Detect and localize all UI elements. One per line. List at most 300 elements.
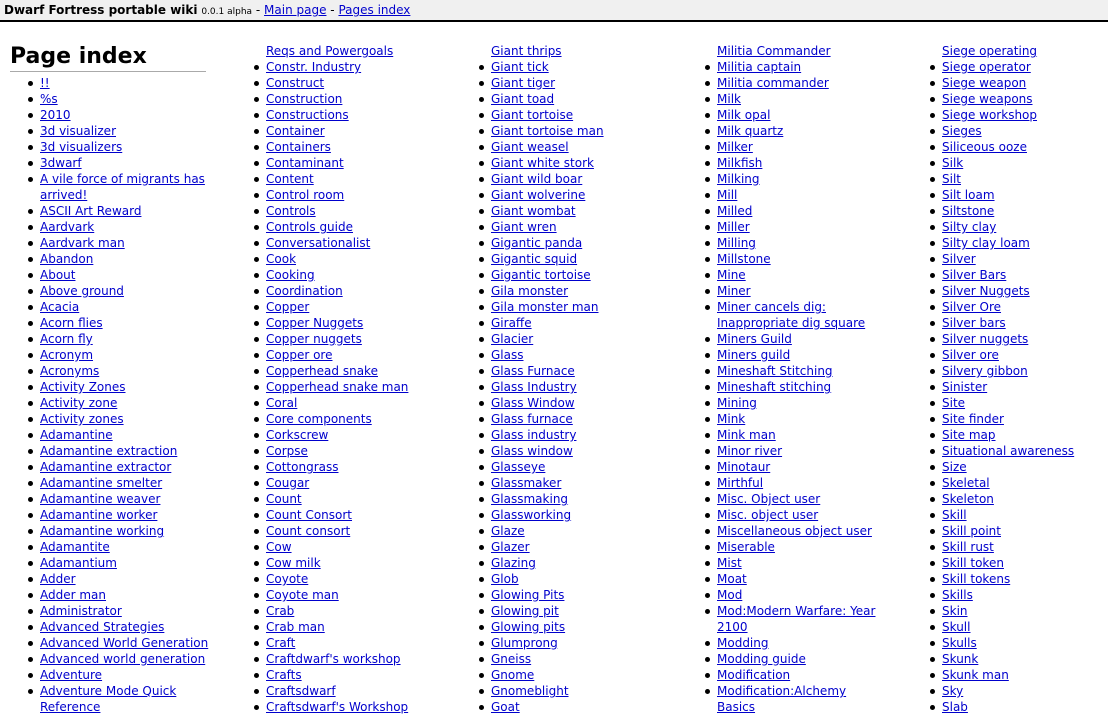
index-link[interactable]: Advanced World Generation xyxy=(40,636,209,650)
index-link[interactable]: Silver Nuggets xyxy=(942,284,1030,298)
index-link[interactable]: Slab xyxy=(942,700,968,714)
bullet-icon xyxy=(705,353,710,358)
index-link[interactable]: Glob xyxy=(491,572,519,586)
index-link[interactable]: Acronyms xyxy=(40,364,100,378)
index-link[interactable]: Copper nuggets xyxy=(266,332,362,346)
bullet-icon xyxy=(930,673,935,678)
index-link[interactable]: Controls guide xyxy=(266,220,353,234)
index-link[interactable]: Miller xyxy=(717,220,750,234)
index-link[interactable]: Milker xyxy=(717,140,753,154)
bullet-icon xyxy=(254,81,259,86)
index-link[interactable]: Mineshaft stitching xyxy=(717,380,832,394)
index-link[interactable]: Moat xyxy=(717,572,747,586)
index-link[interactable]: Mink man xyxy=(717,428,776,442)
index-link[interactable]: Adamantine worker xyxy=(40,508,158,522)
index-link[interactable]: 2100 xyxy=(717,620,748,634)
index-link[interactable]: Advanced world generation xyxy=(40,652,206,666)
index-link[interactable]: About xyxy=(40,268,76,282)
bullet-icon xyxy=(28,497,33,502)
index-link[interactable]: Silver Bars xyxy=(942,268,1007,282)
index-link[interactable]: Site finder xyxy=(942,412,1004,426)
list-item xyxy=(266,363,466,379)
index-link[interactable]: Cottongrass xyxy=(266,460,339,474)
index-link[interactable]: Silver bars xyxy=(942,316,1006,330)
index-link[interactable]: Skeletal xyxy=(942,476,990,490)
index-link[interactable]: Situational awareness xyxy=(942,444,1075,458)
index-link[interactable]: Skills xyxy=(942,588,973,602)
list-item xyxy=(717,123,917,139)
index-link[interactable]: Giraffe xyxy=(491,316,532,330)
index-link[interactable]: Cook xyxy=(266,252,297,266)
list-item xyxy=(942,507,1102,523)
list-item xyxy=(717,395,917,411)
index-link[interactable]: Siege workshop xyxy=(942,108,1038,122)
bullet-icon xyxy=(930,465,935,470)
list-item xyxy=(40,235,210,251)
list-item xyxy=(40,203,210,219)
index-link[interactable]: Activity zones xyxy=(40,412,124,426)
index-link[interactable]: Siege operating xyxy=(942,44,1038,58)
bullet-icon xyxy=(28,625,33,630)
bullet-icon xyxy=(254,353,259,358)
index-link[interactable]: Administrator xyxy=(40,604,122,618)
bullet-icon xyxy=(254,657,259,662)
bullet-icon xyxy=(479,689,484,694)
index-link[interactable]: Cougar xyxy=(266,476,310,490)
index-link[interactable]: Glazing xyxy=(491,556,536,570)
index-link[interactable]: Coral xyxy=(266,396,298,410)
index-link[interactable]: Siege operator xyxy=(942,60,1031,74)
index-link[interactable]: Silty clay loam xyxy=(942,236,1030,250)
index-link[interactable]: Minor river xyxy=(717,444,783,458)
index-link[interactable]: Modding guide xyxy=(717,652,806,666)
index-link[interactable]: Contaminant xyxy=(266,156,344,170)
index-link[interactable]: Copper Nuggets xyxy=(266,316,364,330)
index-link[interactable]: Sieges xyxy=(942,124,982,138)
index-link[interactable]: Minotaur xyxy=(717,460,771,474)
list-item xyxy=(942,427,1102,443)
bullet-icon xyxy=(930,561,935,566)
index-link[interactable]: Gila monster man xyxy=(491,300,599,314)
index-link[interactable]: Misc. object user xyxy=(717,508,819,522)
list-item xyxy=(942,107,1102,123)
index-link[interactable]: Milk xyxy=(717,92,741,106)
index-link[interactable]: Core components xyxy=(266,412,372,426)
list-item xyxy=(266,459,466,475)
index-link[interactable]: Giant wolverine xyxy=(491,188,586,202)
index-link[interactable]: Glasseye xyxy=(491,460,546,474)
list-item xyxy=(266,315,466,331)
list-item xyxy=(942,587,1102,603)
index-link[interactable]: Glass Industry xyxy=(491,380,577,394)
index-link[interactable]: Advanced Strategies xyxy=(40,620,165,634)
index-link[interactable]: Modding xyxy=(717,636,769,650)
index-link[interactable]: Glaze xyxy=(491,524,525,538)
index-link[interactable]: 3d visualizers xyxy=(40,140,123,154)
list-item xyxy=(491,699,691,715)
index-link[interactable]: Conversationalist xyxy=(266,236,371,250)
index-link[interactable]: Glass industry xyxy=(491,428,577,442)
index-link[interactable]: Giant tortoise man xyxy=(491,124,604,138)
index-link[interactable]: Glacier xyxy=(491,332,534,346)
index-link[interactable]: Miscellaneous object user xyxy=(717,524,872,538)
index-link[interactable]: Acronym xyxy=(40,348,94,362)
index-link[interactable]: Gigantic tortoise xyxy=(491,268,591,282)
index-link[interactable]: Skull xyxy=(942,620,971,634)
index-link[interactable]: Mirthful xyxy=(717,476,764,490)
list-item xyxy=(942,411,1102,427)
index-link[interactable]: Giant toad xyxy=(491,92,555,106)
index-link[interactable]: Inappropriate dig square xyxy=(717,316,866,330)
list-item xyxy=(491,283,691,299)
bullet-icon xyxy=(930,257,935,262)
bullet-icon xyxy=(930,305,935,310)
bullet-icon xyxy=(254,305,259,310)
index-link[interactable]: arrived! xyxy=(40,188,88,202)
index-link[interactable]: Siege weapons xyxy=(942,92,1033,106)
index-link[interactable]: Skill rust xyxy=(942,540,994,554)
index-link[interactable]: Glass furnace xyxy=(491,412,573,426)
index-link[interactable]: Construct xyxy=(266,76,325,90)
index-link[interactable]: Glassmaking xyxy=(491,492,569,506)
index-link[interactable]: Glassmaker xyxy=(491,476,562,490)
index-link[interactable]: Glass window xyxy=(491,444,573,458)
index-link[interactable]: Adamantine smelter xyxy=(40,476,163,490)
bullet-icon xyxy=(28,225,33,230)
index-link[interactable]: Acorn fly xyxy=(40,332,93,346)
index-link[interactable]: Milking xyxy=(717,172,760,186)
list-item xyxy=(40,251,210,267)
index-link[interactable]: Skin xyxy=(942,604,968,618)
index-link[interactable]: Skill token xyxy=(942,556,1004,570)
bullet-icon xyxy=(930,545,935,550)
index-link[interactable]: Abandon xyxy=(40,252,94,266)
index-link[interactable]: 3dwarf xyxy=(40,156,82,170)
index-link[interactable]: Miners guild xyxy=(717,348,791,362)
index-link[interactable]: Gila monster xyxy=(491,284,569,298)
index-link[interactable]: Skill point xyxy=(942,524,1001,538)
main-page-link[interactable]: Main page xyxy=(264,3,327,17)
index-link[interactable]: Giant tiger xyxy=(491,76,556,90)
bullet-icon xyxy=(28,97,33,102)
index-link[interactable]: Glass Furnace xyxy=(491,364,575,378)
bullet-icon xyxy=(705,241,710,246)
index-link[interactable]: Glowing pit xyxy=(491,604,559,618)
index-link[interactable]: Container xyxy=(266,124,325,138)
list-item xyxy=(942,331,1102,347)
list-item xyxy=(717,491,917,507)
index-link[interactable]: A vile force of migrants has xyxy=(40,172,205,186)
pages-index-link[interactable]: Pages index xyxy=(338,3,411,17)
list-item xyxy=(717,219,917,235)
index-link[interactable]: Silver ore xyxy=(942,348,999,362)
index-link[interactable]: Miner cancels dig: xyxy=(717,300,826,314)
index-link[interactable]: Count xyxy=(266,492,302,506)
index-link[interactable]: Crafts xyxy=(266,668,302,682)
index-link[interactable]: Gneiss xyxy=(491,652,532,666)
index-link[interactable]: Giant thrips xyxy=(491,44,562,58)
index-link[interactable]: Glazer xyxy=(491,540,530,554)
index-link[interactable]: Siltstone xyxy=(942,204,995,218)
index-link[interactable]: Adventure xyxy=(40,668,103,682)
list-item xyxy=(491,395,691,411)
index-link[interactable]: Copper xyxy=(266,300,310,314)
list-item xyxy=(40,363,210,379)
index-link[interactable]: Size xyxy=(942,460,967,474)
list-item xyxy=(40,347,210,363)
index-link[interactable]: Gnomeblight xyxy=(491,684,569,698)
list-item xyxy=(266,411,466,427)
list-item xyxy=(266,427,466,443)
index-link[interactable]: Adamantine weaver xyxy=(40,492,161,506)
bullet-icon xyxy=(705,369,710,374)
index-link[interactable]: Miners Guild xyxy=(717,332,792,346)
index-link[interactable]: Coyote xyxy=(266,572,309,586)
index-link[interactable]: Count consort xyxy=(266,524,351,538)
index-link[interactable]: Gigantic squid xyxy=(491,252,578,266)
index-link[interactable]: Militia commander xyxy=(717,76,829,90)
index-link[interactable]: Acorn flies xyxy=(40,316,103,330)
bullet-icon xyxy=(705,385,710,390)
bullet-icon xyxy=(254,401,259,406)
index-link[interactable]: %s xyxy=(40,92,58,106)
index-link[interactable]: Skill tokens xyxy=(942,572,1011,586)
index-link[interactable]: Glumprong xyxy=(491,636,558,650)
bullet-icon xyxy=(28,561,33,566)
index-link[interactable]: Craftdwarf's workshop xyxy=(266,652,401,666)
index-link[interactable]: Mining xyxy=(717,396,757,410)
bullet-icon xyxy=(479,593,484,598)
index-link[interactable]: Mine xyxy=(717,268,746,282)
index-link[interactable]: Adamantine xyxy=(40,428,113,442)
index-link[interactable]: Modification:Alchemy xyxy=(717,684,847,698)
list-item xyxy=(40,75,210,91)
list-item xyxy=(40,107,210,123)
index-link[interactable]: Skunk man xyxy=(942,668,1009,682)
page-title: Page index xyxy=(10,43,206,72)
index-link[interactable]: Corpse xyxy=(266,444,308,458)
index-link[interactable]: Silt xyxy=(942,172,961,186)
index-link[interactable]: Adder xyxy=(40,572,76,586)
index-link[interactable]: Construction xyxy=(266,92,343,106)
index-link[interactable]: Giant wombat xyxy=(491,204,576,218)
bullet-icon xyxy=(930,97,935,102)
list-item xyxy=(717,299,917,315)
index-link[interactable]: Glassworking xyxy=(491,508,572,522)
list-item xyxy=(266,299,466,315)
index-link[interactable]: Content xyxy=(266,172,314,186)
index-link[interactable]: Craft xyxy=(266,636,296,650)
index-link[interactable]: Reqs and Powergoals xyxy=(266,44,394,58)
index-link[interactable]: Mist xyxy=(717,556,742,570)
index-link[interactable]: Modification xyxy=(717,668,791,682)
index-link[interactable]: Miner xyxy=(717,284,751,298)
bullet-icon xyxy=(930,641,935,646)
list-item xyxy=(491,315,691,331)
index-link[interactable]: Giant tick xyxy=(491,60,549,74)
index-link[interactable]: Crab man xyxy=(266,620,325,634)
index-link[interactable]: Mod:Modern Warfare: Year xyxy=(717,604,876,618)
index-link[interactable]: Silt loam xyxy=(942,188,995,202)
index-link[interactable]: Millstone xyxy=(717,252,771,266)
index-link[interactable]: Adamantite xyxy=(40,540,110,554)
list-item xyxy=(717,267,917,283)
bullet-icon xyxy=(930,705,935,710)
index-link[interactable]: Sinister xyxy=(942,380,988,394)
list-item xyxy=(717,427,917,443)
bullet-icon xyxy=(254,625,259,630)
index-link[interactable]: 3d visualizer xyxy=(40,124,116,138)
index-link[interactable]: Milling xyxy=(717,236,756,250)
index-link[interactable]: Giant weasel xyxy=(491,140,569,154)
bullet-icon xyxy=(705,449,710,454)
index-link[interactable]: Constructions xyxy=(266,108,349,122)
index-link[interactable]: Count Consort xyxy=(266,508,353,522)
index-link[interactable]: Cow xyxy=(266,540,292,554)
bullet-icon xyxy=(28,433,33,438)
index-link[interactable]: Corkscrew xyxy=(266,428,329,442)
index-link[interactable]: Adamantine working xyxy=(40,524,165,538)
index-link[interactable]: Coyote man xyxy=(266,588,339,602)
index-link[interactable]: Glowing Pits xyxy=(491,588,565,602)
index-link[interactable]: Control room xyxy=(266,188,345,202)
index-link[interactable]: Siliceous ooze xyxy=(942,140,1027,154)
index-link[interactable]: Silty clay xyxy=(942,220,997,234)
list-item xyxy=(266,251,466,267)
list-item xyxy=(717,283,917,299)
index-link[interactable]: Controls xyxy=(266,204,316,218)
list-item xyxy=(40,571,210,587)
index-link[interactable]: Silvery gibbon xyxy=(942,364,1028,378)
index-link[interactable]: Acacia xyxy=(40,300,80,314)
index-link[interactable]: Gnome xyxy=(491,668,535,682)
list-item xyxy=(491,139,691,155)
list-item xyxy=(942,283,1102,299)
index-link[interactable]: Aardvark xyxy=(40,220,95,234)
index-link[interactable]: Adamantine extractor xyxy=(40,460,172,474)
list-item xyxy=(491,555,691,571)
bullet-icon xyxy=(479,705,484,710)
index-link[interactable]: Crab xyxy=(266,604,295,618)
list-item xyxy=(942,475,1102,491)
index-link[interactable]: Aardvark man xyxy=(40,236,125,250)
index-link[interactable]: Constr. Industry xyxy=(266,60,362,74)
index-link[interactable]: ASCII Art Reward xyxy=(40,204,142,218)
index-link[interactable]: !! xyxy=(40,76,50,90)
list-item xyxy=(717,171,917,187)
index-link[interactable]: Siege weapon xyxy=(942,76,1027,90)
index-link[interactable]: Cooking xyxy=(266,268,315,282)
index-link[interactable]: Site xyxy=(942,396,966,410)
bullet-icon xyxy=(28,353,33,358)
list-item xyxy=(40,475,210,491)
index-link[interactable]: Containers xyxy=(266,140,331,154)
index-link[interactable]: Skulls xyxy=(942,636,977,650)
index-link[interactable]: 2010 xyxy=(40,108,71,122)
index-link[interactable]: Copperhead snake man xyxy=(266,380,409,394)
list-item xyxy=(942,155,1102,171)
list-item xyxy=(942,139,1102,155)
index-link[interactable]: Activity Zones xyxy=(40,380,126,394)
index-link[interactable]: Skill xyxy=(942,508,967,522)
list-item xyxy=(717,523,917,539)
list-item xyxy=(491,347,691,363)
index-link[interactable]: Milk opal xyxy=(717,108,771,122)
index-link[interactable]: Giant tortoise xyxy=(491,108,574,122)
index-link[interactable]: Above ground xyxy=(40,284,124,298)
bullet-icon xyxy=(28,513,33,518)
index-link[interactable]: Glowing pits xyxy=(491,620,566,634)
index-link[interactable]: Site map xyxy=(942,428,996,442)
index-link[interactable]: Milled xyxy=(717,204,753,218)
index-link[interactable]: Adamantium xyxy=(40,556,117,570)
index-link[interactable]: Mill xyxy=(717,188,738,202)
index-link[interactable]: Miserable xyxy=(717,540,775,554)
bullet-icon xyxy=(479,289,484,294)
index-link[interactable]: Militia Commander xyxy=(717,44,831,58)
bullet-icon xyxy=(930,689,935,694)
index-link[interactable]: Copperhead snake xyxy=(266,364,378,378)
index-link[interactable]: Goat xyxy=(491,700,520,714)
index-link[interactable]: Activity zone xyxy=(40,396,118,410)
list-item xyxy=(491,603,691,619)
bullet-icon xyxy=(705,673,710,678)
index-link[interactable]: Giant white stork xyxy=(491,156,594,170)
bullet-icon xyxy=(705,193,710,198)
index-link[interactable]: Silver Ore xyxy=(942,300,1002,314)
index-link[interactable]: Adder man xyxy=(40,588,107,602)
list-item xyxy=(942,459,1102,475)
index-link[interactable]: Glass xyxy=(491,348,524,362)
list-item xyxy=(491,171,691,187)
list-item xyxy=(266,491,466,507)
index-link[interactable]: Skeleton xyxy=(942,492,994,506)
index-link[interactable]: Mod xyxy=(717,588,743,602)
bullet-icon xyxy=(479,513,484,518)
bullet-icon xyxy=(479,97,484,102)
list-item xyxy=(266,139,466,155)
index-link[interactable]: Mink xyxy=(717,412,746,426)
index-link[interactable]: Silk xyxy=(942,156,964,170)
index-link[interactable]: Craftsdwarf xyxy=(266,684,336,698)
index-link[interactable]: Craftsdwarf's Workshop xyxy=(266,700,409,714)
index-link[interactable]: Giant wild boar xyxy=(491,172,583,186)
index-link[interactable]: Silver xyxy=(942,252,976,266)
index-link[interactable]: Basics xyxy=(717,700,756,714)
index-link[interactable]: Cow milk xyxy=(266,556,321,570)
index-link[interactable]: Silver nuggets xyxy=(942,332,1029,346)
bullet-icon xyxy=(705,65,710,70)
index-link[interactable]: Mineshaft Stitching xyxy=(717,364,833,378)
index-link[interactable]: Misc. Object user xyxy=(717,492,821,506)
index-link[interactable]: Glass Window xyxy=(491,396,575,410)
bullet-icon xyxy=(254,433,259,438)
index-link[interactable]: Giant wren xyxy=(491,220,557,234)
index-link[interactable]: Gigantic panda xyxy=(491,236,583,250)
bullet-icon xyxy=(479,465,484,470)
index-link[interactable]: Reference xyxy=(40,700,101,714)
index-link[interactable]: Coordination xyxy=(266,284,343,298)
index-link[interactable]: Adventure Mode Quick xyxy=(40,684,177,698)
index-link[interactable]: Milkfish xyxy=(717,156,763,170)
index-link[interactable]: Sky xyxy=(942,684,964,698)
index-link[interactable]: Milk quartz xyxy=(717,124,784,138)
index-link[interactable]: Adamantine extraction xyxy=(40,444,178,458)
index-link[interactable]: Copper ore xyxy=(266,348,333,362)
index-link[interactable]: Skunk xyxy=(942,652,979,666)
bullet-icon xyxy=(28,369,33,374)
index-link[interactable]: Militia captain xyxy=(717,60,802,74)
